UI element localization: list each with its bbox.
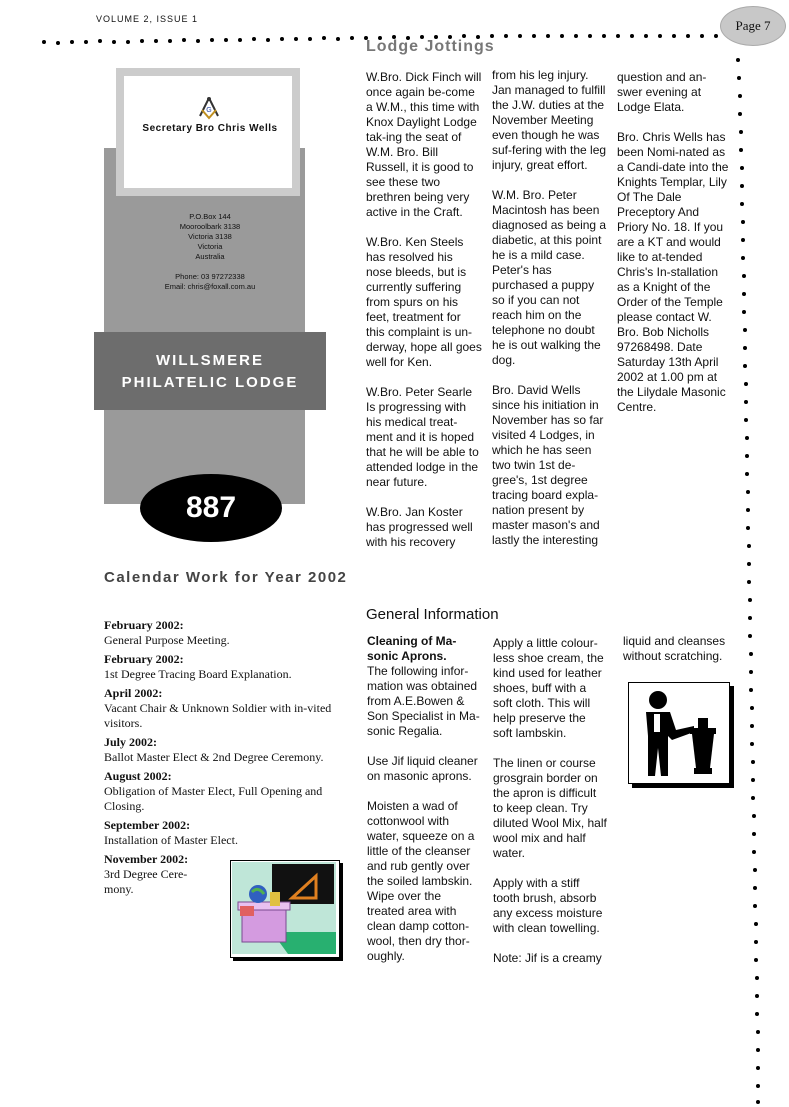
event-desc: 1st Degree Tracing Board Explanation. bbox=[104, 667, 292, 681]
event-month: February 2002: bbox=[104, 652, 184, 666]
calendar-event bbox=[104, 686, 354, 731]
calendar-event bbox=[104, 818, 354, 848]
general-information-title: General Information bbox=[366, 606, 499, 623]
lodge-name-line2: PHILATELIC LODGE bbox=[121, 374, 299, 391]
general-column-2 bbox=[493, 636, 607, 981]
event-month: July 2002: bbox=[104, 735, 158, 749]
paragraph: W.Bro. Ken Steels has resolved his nose bleeds, but is currently suffering from spurs on his feet, treatment for this complaint is un-derway, hope all goes well for Ken. bbox=[366, 235, 482, 369]
event-desc: Vacant Chair & Unknown Soldier with in-vited visitors. bbox=[104, 701, 332, 730]
paragraph: The linen or course grosgrain border on the apron is difficult to keep clean. Try diluted Wool Mix, half wool mix and half water. bbox=[493, 756, 607, 860]
sidebar-panel bbox=[104, 148, 305, 504]
event-month: April 2002: bbox=[104, 686, 163, 700]
calendar-title: Calendar Work for Year 2002 bbox=[104, 569, 348, 586]
lodge-name-line1: WILLSMERE bbox=[156, 352, 264, 369]
address-line: P.O.Box 144 bbox=[189, 212, 231, 221]
event-month: February 2002: bbox=[104, 618, 184, 632]
contact-block bbox=[140, 212, 280, 292]
paragraph: Bro. Chris Wells has been Nomi-nated as a Candi-date into the Knights Templar, Lily Of The Dale Preceptory And Priory No. 18. If you are a KT and would like to at-tended Chris's In-stallation as a Knight of the Order of the Temple please contact W. Bro. Bob Nicholls 97268498. Date Saturday 13th April 2002 at 1.00 pm at the Lilydale Masonic Centre. bbox=[617, 130, 729, 414]
cleaning-aprons-subhead: Cleaning of Ma-sonic Aprons. bbox=[367, 634, 457, 663]
lodge-number-badge bbox=[140, 474, 282, 542]
issue-label: VOLUME 2, ISSUE 1 bbox=[96, 14, 199, 24]
address-line: Victoria 3138 bbox=[188, 232, 232, 241]
paragraph: Bro. David Wells since his initiation in November has so far visited 4 Lodges, in which he has seen two twin 1st de-gree's, 1st degree tracing board expla-nation present by master mason's and lastly the interesting bbox=[492, 383, 604, 547]
dotted-border-right bbox=[730, 40, 789, 1107]
phone-number: Phone: 03 97272338 bbox=[175, 272, 245, 281]
lodge-jottings-title: Lodge Jottings bbox=[366, 38, 495, 55]
event-desc: General Purpose Meeting. bbox=[104, 633, 230, 647]
address-line: Mooroolbark 3138 bbox=[179, 222, 241, 231]
paragraph: W.M. Bro. Peter Macintosh has been diagnosed as being a diabetic, at this point he is a mild case. Peter's has purchased a puppy so if you can not reach him on the telephone no doubt he is out walking the dog. bbox=[492, 188, 607, 367]
square-and-compass-icon bbox=[196, 96, 222, 120]
event-month: August 2002: bbox=[104, 769, 172, 783]
paragraph: Apply with a stiff tooth brush, absorb any excess moisture with clean towelling. bbox=[493, 876, 603, 935]
address-line: Australia bbox=[195, 252, 225, 261]
jottings-column-2 bbox=[492, 68, 608, 563]
paragraph: question and an-swer evening at Lodge Elata. bbox=[617, 70, 707, 114]
paragraph: W.Bro. Jan Koster has progressed well with his recovery bbox=[366, 505, 473, 549]
classroom-desk-icon bbox=[232, 862, 336, 954]
jottings-column-1 bbox=[366, 70, 482, 565]
paragraph: from his leg injury. Jan managed to fulfill the J.W. duties at the November Meeting even though he was suf-fering with the leg injury, great effort. bbox=[492, 68, 607, 172]
svg-text:G: G bbox=[206, 107, 212, 114]
calendar-list bbox=[104, 618, 354, 901]
event-desc: Installation of Master Elect. bbox=[104, 833, 238, 847]
person-trash-bin-icon bbox=[632, 686, 724, 778]
page-number: Page 7 bbox=[735, 18, 771, 33]
calendar-event bbox=[104, 735, 354, 765]
event-desc: Obligation of Master Elect, Full Opening and Closing. bbox=[104, 784, 323, 813]
event-desc: Ballot Master Elect & 2nd Degree Ceremony. bbox=[104, 750, 324, 764]
email-address[interactable]: Email: chris@foxall.com.au bbox=[164, 282, 256, 291]
jottings-column-3 bbox=[617, 70, 729, 430]
calendar-event bbox=[104, 618, 354, 648]
calendar-event bbox=[104, 652, 354, 682]
event-desc: 3rd Degree Cere-mony. bbox=[104, 867, 188, 896]
lodge-name bbox=[94, 350, 326, 394]
paragraph: W.Bro. Peter Searle Is progressing with his medical treat-ment and it is hoped that he will be able to attended lodge in the near future. bbox=[366, 385, 479, 489]
secretary-name: Secretary Bro Chris Wells bbox=[142, 123, 278, 134]
address-line: Victoria bbox=[197, 242, 223, 251]
general-column-3 bbox=[623, 634, 733, 679]
paragraph: Apply a little colour-less shoe cream, the kind used for leather shoes, buff with a soft cloth. This will help preserve the soft lambskin. bbox=[493, 636, 604, 740]
paragraph: Note: Jif is a creamy bbox=[493, 951, 602, 965]
general-column-1 bbox=[367, 634, 481, 979]
paragraph: Use Jif liquid cleaner on masonic aprons. bbox=[367, 754, 478, 783]
calendar-event bbox=[104, 769, 354, 814]
calendar-event bbox=[104, 852, 204, 897]
paragraph: Moisten a wad of cottonwool with water, squeeze on a little of the cleanser and rub gently over the soiled lambskin. Wipe over the treated area with clean damp cotton-wool, then dry thor-oughly. bbox=[367, 799, 475, 963]
lodge-number: 887 bbox=[185, 491, 237, 524]
paragraph: W.Bro. Dick Finch will once again be-come a W.M., this time with Knox Daylight Lodge tak-ing the seat of W.M. Bro. Bill Russell, it is good to see these two brethren being very active in the Craft. bbox=[366, 70, 482, 219]
paragraph: liquid and cleanses without scratching. bbox=[623, 634, 726, 663]
event-month: September 2002: bbox=[104, 818, 191, 832]
event-month: November 2002: bbox=[104, 852, 189, 866]
paragraph: The following infor-mation was obtained from A.E.Bowen & Son Specialist in Ma-sonic Regalia. bbox=[367, 664, 480, 738]
